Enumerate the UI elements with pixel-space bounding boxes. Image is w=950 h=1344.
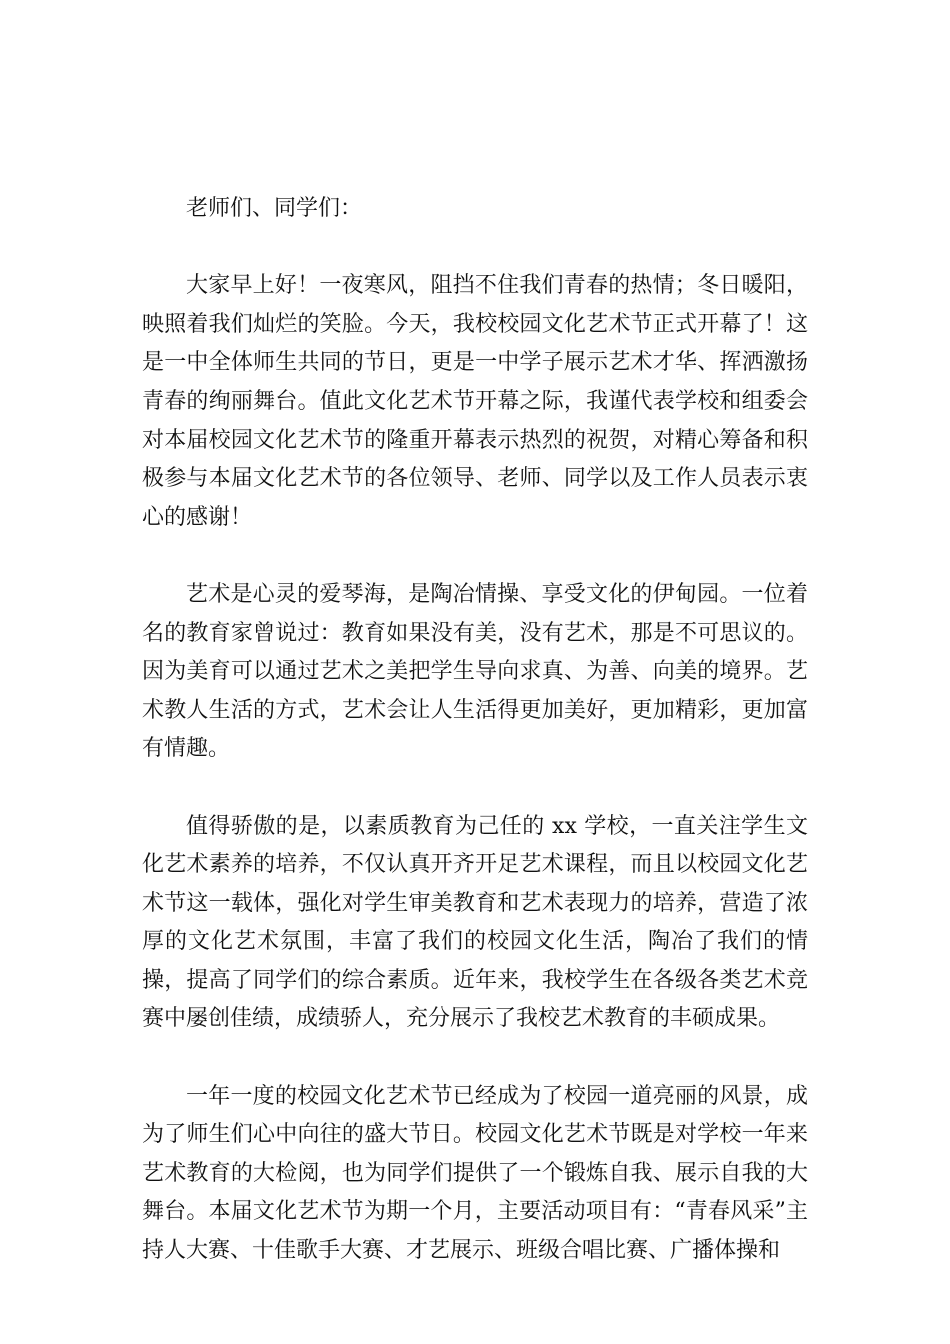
paragraph-welcome: 大家早上好！一夜寒风，阻挡不住我们青春的热情；冬日暖阳，映照着我们灿烂的笑脸。今天，我校校园文化艺术节正式开幕了！这是一中全体师生共同的节日，更是一中学子展示艺术才华、挥洒激扬青春的绚丽舞台。值此文化艺术节开幕之际，我谨代表学校和组委会对本届校园文化艺术节的隆重开幕表示热烈的祝贺，对精心筹备和积极参与本届文化艺术节的各位领导、老师、同学以及工作人员表示衷心的感谢！ [142,273,808,530]
document-body [142,190,808,1309]
paragraph-festival: 一年一度的校园文化艺术节已经成为了校园一道亮丽的风景，成为了师生们心中向往的盛大节日。校园文化艺术节既是对学校一年来艺术教育的大检阅，也为同学们提供了一个锻炼自我、展示自我的大舞台。本届文化艺术节为期一个月，主要活动项目有：“青春风采”主持人大赛、十佳歌手大赛、才艺展示、班级合唱比赛、广播体操和 [142,1083,808,1264]
paragraph-art: 艺术是心灵的爱琴海，是陶冶情操、享受文化的伊甸园。一位着名的教育家曾说过：教育如果没有美，没有艺术，那是不可思议的。因为美育可以通过艺术之美把学生导向求真、为善、向美的境界。艺术教人生活的方式，艺术会让人生活得更加美好，更加精彩，更加富有情趣。 [142,581,808,762]
salutation: 老师们、同学们： [186,196,363,221]
paragraph-school: 值得骄傲的是，以素质教育为己任的 xx 学校，一直关注学生文化艺术素养的培养，不仅认真开齐开足艺术课程，而且以校园文化艺术节这一载体，强化对学生审美教育和艺术表现力的培养，营造了浓厚的文化艺术氛围，丰富了我们的校园文化生活，陶冶了我们的情操，提高了同学们的综合素质。近年来，我校学生在各级各类艺术竞赛中屡创佳绩，成绩骄人，充分展示了我校艺术教育的丰硕成果。 [142,813,808,1032]
